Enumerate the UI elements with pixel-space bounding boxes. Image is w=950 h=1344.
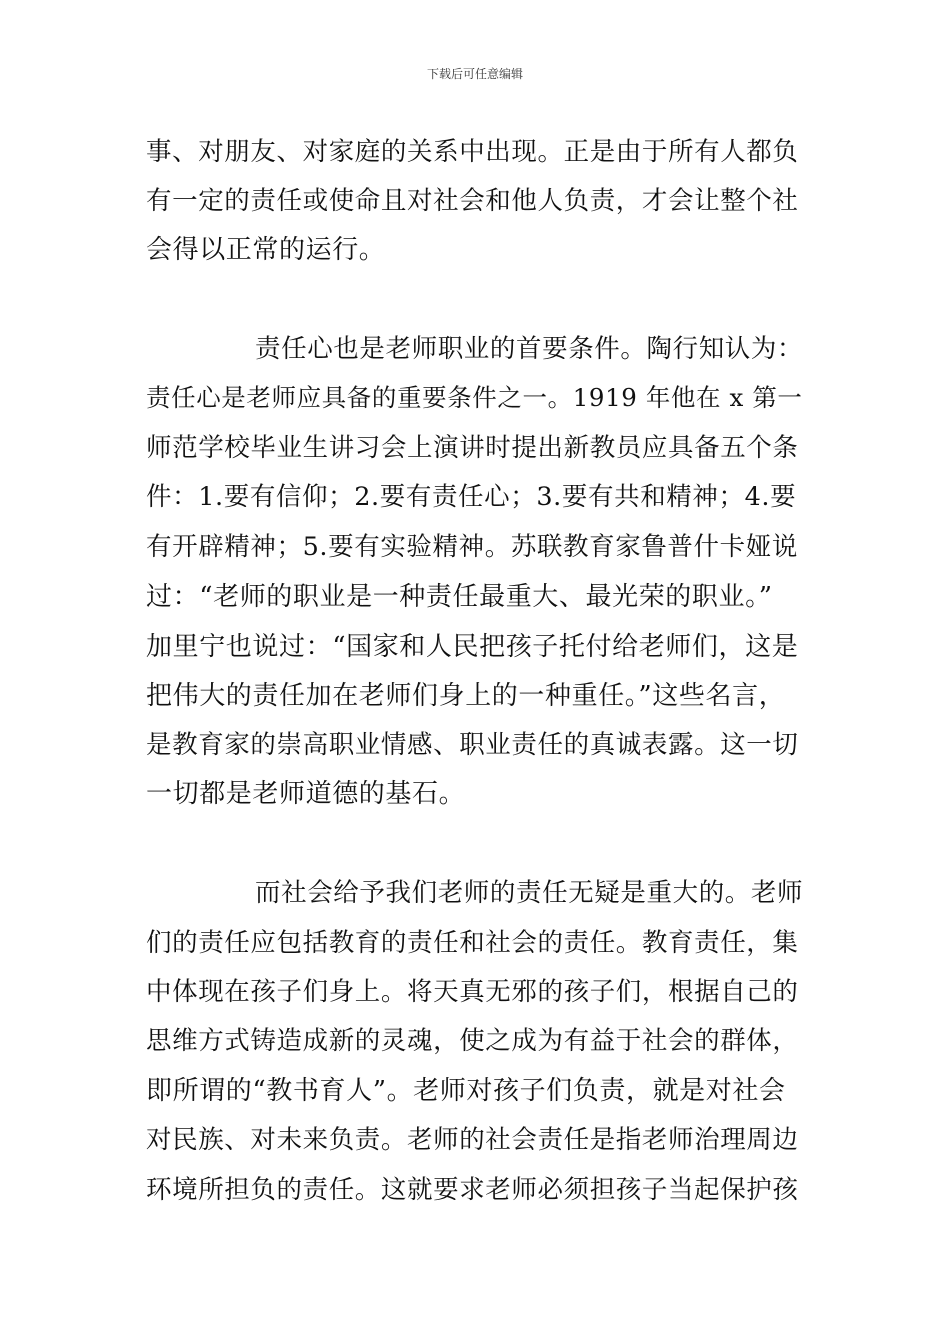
text-line: 环境所担负的责任。这就要求老师必须担孩子当起保护孩 <box>146 1175 799 1205</box>
text-line: 而社会给予我们老师的责任无疑是重大的。老师 <box>255 878 804 908</box>
page-header: 下载后可任意编辑 <box>426 67 523 81</box>
text-line: 件：1.要有信仰；2.要有责任心；3.要有共和精神；4.要 <box>146 482 797 512</box>
text-line: 过：“老师的职业是一种责任最重大、最光荣的职业。” <box>146 582 773 612</box>
text-line: 有一定的责任或使命且对社会和他人负责，才会让整个社 <box>146 186 799 216</box>
text-line: 把伟大的责任加在老师们身上的一种重任。”这些名言， <box>146 681 786 711</box>
text-line: 责任心是老师应具备的重要条件之一。1919 年他在 x 第一 <box>146 383 803 412</box>
text-line: 是教育家的崇高职业情感、职业责任的真诚表露。这一切 <box>146 730 799 760</box>
text-line: 师范学校毕业生讲习会上演讲时提出新教员应具备五个条 <box>146 433 799 463</box>
text-line: 责任心也是老师职业的首要条件。陶行知认为： <box>255 334 804 364</box>
text-line: 加里宁也说过：“国家和人民把孩子托付给老师们，这是 <box>146 632 799 662</box>
text-line: 对民族、对未来负责。老师的社会责任是指老师治理周边 <box>146 1125 799 1155</box>
text-line: 们的责任应包括教育的责任和社会的责任。教育责任，集 <box>146 928 799 958</box>
text-line: 思维方式铸造成新的灵魂，使之成为有益于社会的群体， <box>146 1026 799 1056</box>
text-line: 一切都是老师道德的基石。 <box>146 779 466 809</box>
text-line: 有开辟精神；5.要有实验精神。苏联教育家鲁普什卡娅说 <box>146 532 798 562</box>
text-line: 事、对朋友、对家庭的关系中出现。正是由于所有人都负 <box>146 137 799 167</box>
text-line: 即所谓的“教书育人”。老师对孩子们负责，就是对社会 <box>146 1076 786 1106</box>
text-line: 会得以正常的运行。 <box>146 235 386 265</box>
text-line: 中体现在孩子们身上。将天真无邪的孩子们，根据自己的 <box>146 977 799 1007</box>
